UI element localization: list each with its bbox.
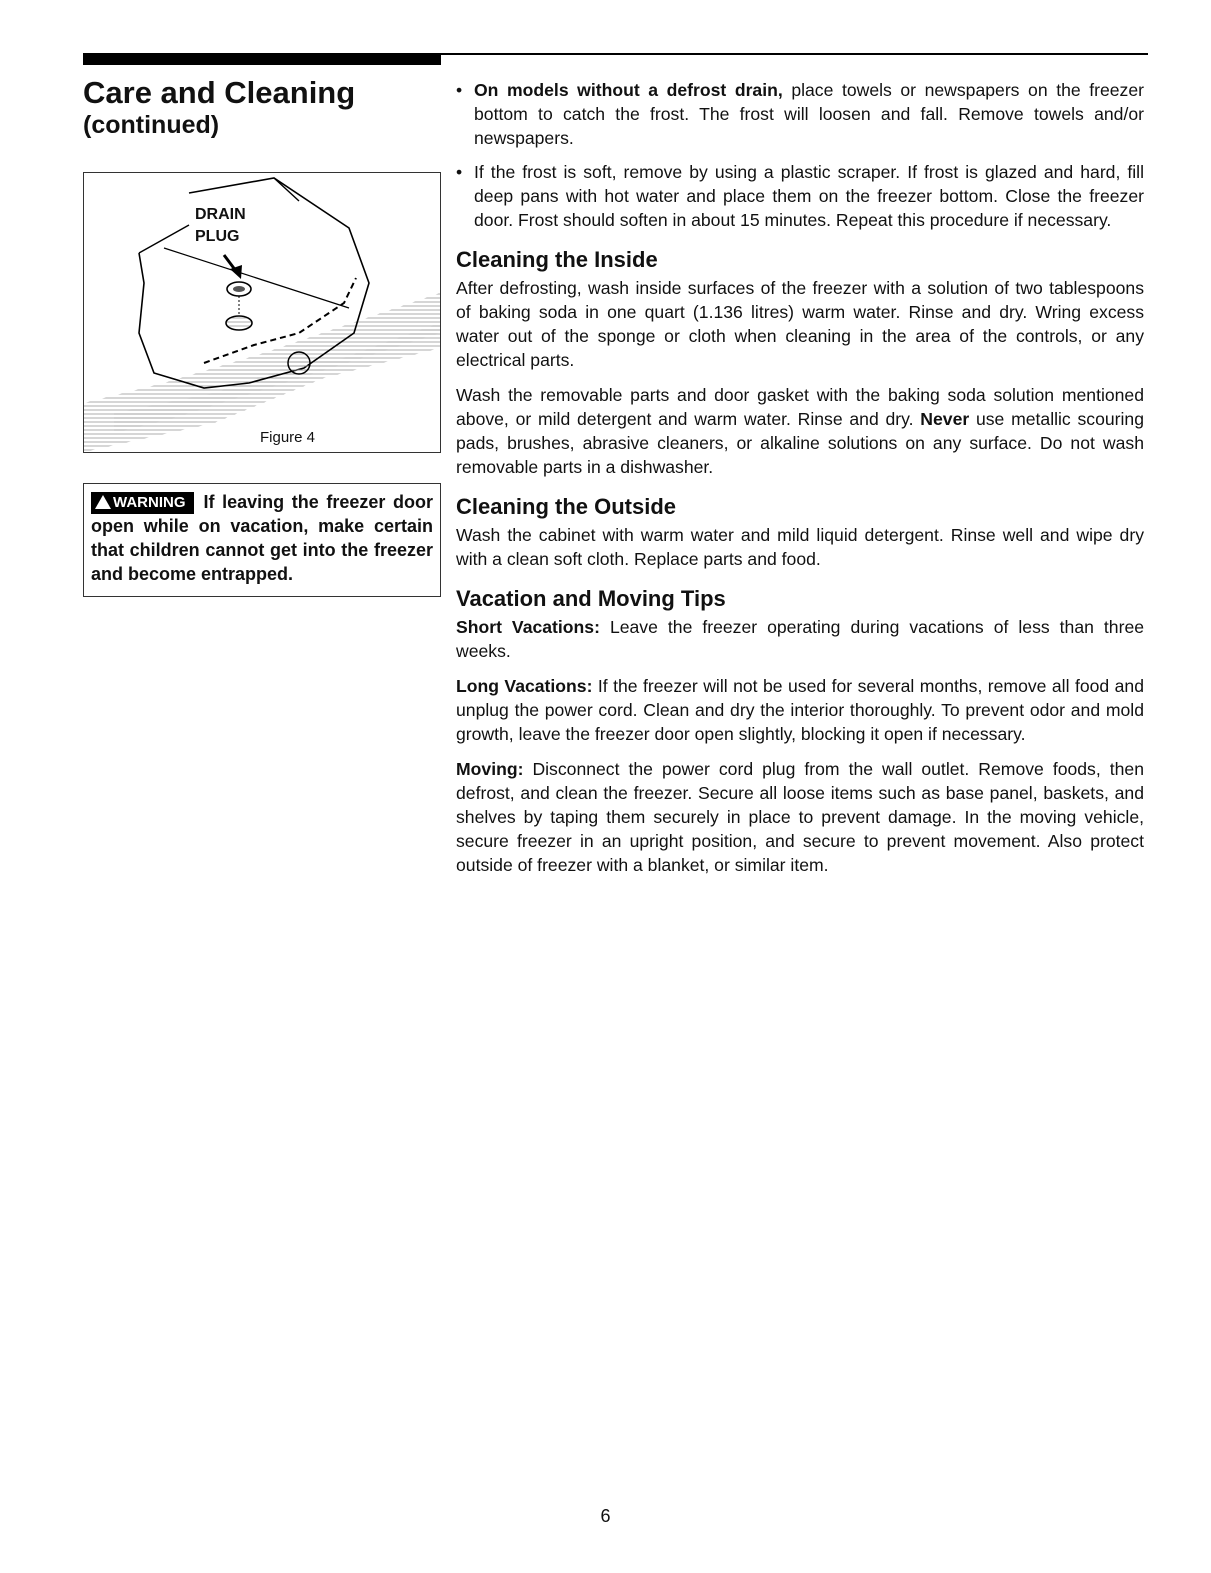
bullet-dot: • [456, 162, 463, 182]
page-title-line2: (continued) [83, 110, 220, 139]
edge-line [274, 178, 299, 201]
figure-label-plug: PLUG [195, 228, 240, 245]
text-short-vacations: Leave the freezer operating during vacations of less than three weeks. [456, 617, 1145, 661]
para-inside-2-before: Wash the removable parts and door gasket with the baking soda solution mentioned above, or mild detergent and warm water. Rinse and dry. [456, 385, 1144, 429]
figure-drain-plug [83, 172, 441, 453]
drain-outlet [288, 352, 310, 374]
warning-badge [91, 492, 194, 514]
right-column [456, 78, 1144, 888]
bullet-text: place towels or newspapers on the freezer bottom to catch the frost. The frost will loosen and fall. Remove towels and/or newspapers. [474, 80, 1144, 148]
para-inside-1: After defrosting, wash inside surfaces of the freezer with a solution of two tablespoons of baking soda in one quart (1.136 litres) warm water. Rinse and dry. Wring excess water out of the sponge or cloth when cleaning in the area of the controls, or any electrical parts. [456, 278, 1144, 370]
label-moving: Moving: [456, 759, 524, 779]
header-rule-thin [441, 53, 1148, 55]
page-title [83, 76, 355, 139]
warning-badge-label: WARNING [113, 494, 186, 511]
text-moving: Disconnect the power cord plug from the wall outlet. Remove foods, then defrost, and clean the freezer. Secure all loose items such as base panel, baskets, and shelves by taping them securely in place to prevent damage. In the moving vehicle, secure freezer in an upright position, and secure to prevent movement. Also protect outside of freezer with a blanket, or similar item. [456, 759, 1144, 875]
page-title-line1: Care and Cleaning [83, 75, 356, 110]
figure-caption: Figure 4 [260, 429, 316, 446]
drain-plug-illustration [84, 173, 440, 452]
edge-line [164, 248, 349, 308]
figure-label-drain: DRAIN [195, 206, 246, 223]
label-long-vacations: Long Vacations: [456, 676, 593, 696]
para-inside-2 [456, 383, 1144, 479]
warning-text: If leaving the freezer door open while on vacation, make certain that children cannot get into the freezer and become entrapped. [91, 492, 433, 584]
emphasis-never: Never [920, 409, 970, 429]
para-inside-2-after: use metallic scouring pads, brushes, abrasive cleaners, or alkaline solutions on any surface. Do not wash removable parts in a dishwasher. [456, 409, 1144, 477]
warning-triangle-icon [95, 495, 111, 509]
bullet-defrost-drain [456, 78, 1144, 150]
page-number: 6 [600, 1506, 611, 1526]
heading-vacation: Vacation and Moving Tips [456, 586, 726, 611]
heading-cleaning-outside: Cleaning the Outside [456, 494, 677, 519]
bullet-dot: • [456, 80, 463, 100]
para-moving [456, 757, 1144, 877]
edge-line [139, 225, 189, 253]
bullet-soft-frost [456, 160, 1144, 232]
drain-plug-center [233, 286, 245, 292]
drain-hole [226, 316, 252, 330]
para-short-vacations [456, 615, 1144, 663]
heading-cleaning-inside: Cleaning the Inside [456, 247, 658, 272]
warning-box [83, 483, 441, 597]
header-rule-thick [83, 53, 441, 65]
bullet-text: If the frost is soft, remove by using a plastic scraper. If frost is glazed and hard, fill deep pans with hot water and place them on the freezer bottom. Close the freezer door. Frost should soften in about 15 minutes. Repeat this procedure if necessary. [474, 162, 1144, 230]
text-long-vacations: If the freezer will not be used for several months, remove all food and unplug the power cord. Clean and dry the interior thoroughly. To prevent odor and mold growth, leave the freezer door open slightly, blocking it open if necessary. [456, 676, 1144, 744]
para-long-vacations [456, 674, 1144, 746]
para-outside: Wash the cabinet with warm water and mild liquid detergent. Rinse well and wipe dry with a clean soft cloth. Replace parts and food. [456, 525, 1144, 569]
bullet-bold-lead: On models without a defrost drain, [474, 80, 783, 100]
label-short-vacations: Short Vacations: [456, 617, 600, 637]
